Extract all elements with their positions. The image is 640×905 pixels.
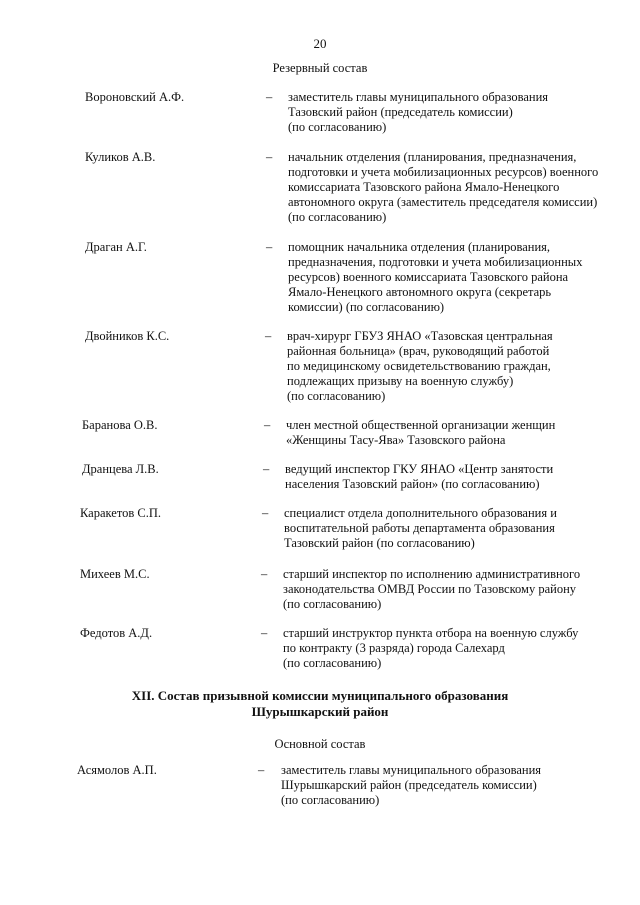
section-heading [0,688,640,720]
member-description [283,567,613,612]
member-name: Куликов А.В. [85,150,156,164]
description-line: комиссии) (по согласованию) [288,300,445,314]
page-number: 20 [313,36,327,51]
dash-separator: – [258,763,265,777]
description-line: (по согласованию) [288,210,387,224]
description-line: старший инспектор по исполнению административного [283,567,581,581]
description-line: (по согласованию) [283,597,382,611]
dash-separator: – [266,90,273,104]
member-description [288,150,618,225]
description-line: по медицинскому освидетельствованию граждан, [287,359,551,373]
description-line: специалист отдела дополнительного образования и [284,506,557,520]
description-line: населения Тазовский район» (по согласованию) [285,477,540,491]
member-name: Михеев М.С. [80,567,150,581]
description-line: помощник начальника отделения (планирования, [288,240,551,254]
dash-separator: – [266,240,273,254]
description-line: член местной общественной организации женщин [286,418,556,432]
member-name: Баранова О.В. [82,418,158,432]
description-line: старший инструктор пункта отбора на военную службу [283,626,579,640]
description-line: заместитель главы муниципального образования [281,763,542,777]
member-name: Каракетов С.П. [80,506,162,520]
description-line: Ямало-Ненецкого автономного округа (секретарь [288,285,552,299]
dash-separator: – [263,462,270,476]
section-heading-line: Шурышкарский район [251,704,389,719]
description-line: подлежащих призыву на военную службу) [287,374,514,388]
member-name: Вороновский А.Ф. [85,90,185,104]
description-line: Тазовский район (по согласованию) [284,536,475,550]
member-description [288,240,618,315]
description-line: воспитательной работы департамента образования [284,521,555,535]
description-line: (по согласованию) [288,120,387,134]
description-line: автономного округа (заместитель председателя комиссии) [288,195,598,209]
member-description [281,763,611,808]
description-line: врач-хирург ГБУЗ ЯНАО «Тазовская центральная [287,329,553,343]
description-line: «Женщины Тасу-Ява» Тазовского района [286,433,506,447]
reserve-section-title: Резервный состав [272,61,368,75]
member-description [286,418,616,448]
description-line: законодательства ОМВД России по Тазовскому району [283,582,577,596]
member-description [288,90,618,135]
dash-separator: – [264,418,271,432]
description-line: заместитель главы муниципального образования [288,90,549,104]
member-name: Асямолов А.П. [77,763,157,777]
dash-separator: – [266,150,273,164]
member-name: Драган А.Г. [85,240,147,254]
section-heading-line: XII. Состав призывной комиссии муниципального образования [131,688,509,703]
dash-separator: – [262,506,269,520]
description-line: Тазовский район (председатель комиссии) [288,105,513,119]
main-section-title: Основной состав [274,737,366,751]
member-description [284,506,614,551]
member-description [285,462,615,492]
description-line: начальник отделения (планирования, предназначения, [288,150,577,164]
dash-separator: – [261,567,268,581]
dash-separator: – [265,329,272,343]
description-line: ресурсов) военного комиссариата Тазовского района [288,270,569,284]
description-line: по контракту (3 разряда) города Салехард [283,641,505,655]
member-description [287,329,617,404]
description-line: районная больница» (врач, руководящий работой [287,344,550,358]
description-line: (по согласованию) [281,793,380,807]
description-line: ведущий инспектор ГКУ ЯНАО «Центр занятости [285,462,554,476]
description-line: комиссариата Тазовского района Ямало-Ненецкого [288,180,560,194]
member-name: Дранцева Л.В. [82,462,159,476]
dash-separator: – [261,626,268,640]
description-line: предназначения, подготовки и учета мобилизационных [288,255,583,269]
description-line: Шурышкарский район (председатель комиссии) [281,778,537,792]
member-name: Двойников К.С. [85,329,170,343]
member-description [283,626,613,671]
description-line: (по согласованию) [283,656,382,670]
member-name: Федотов А.Д. [80,626,153,640]
description-line: (по согласованию) [287,389,386,403]
description-line: подготовки и учета мобилизационных ресурсов) военного [288,165,599,179]
